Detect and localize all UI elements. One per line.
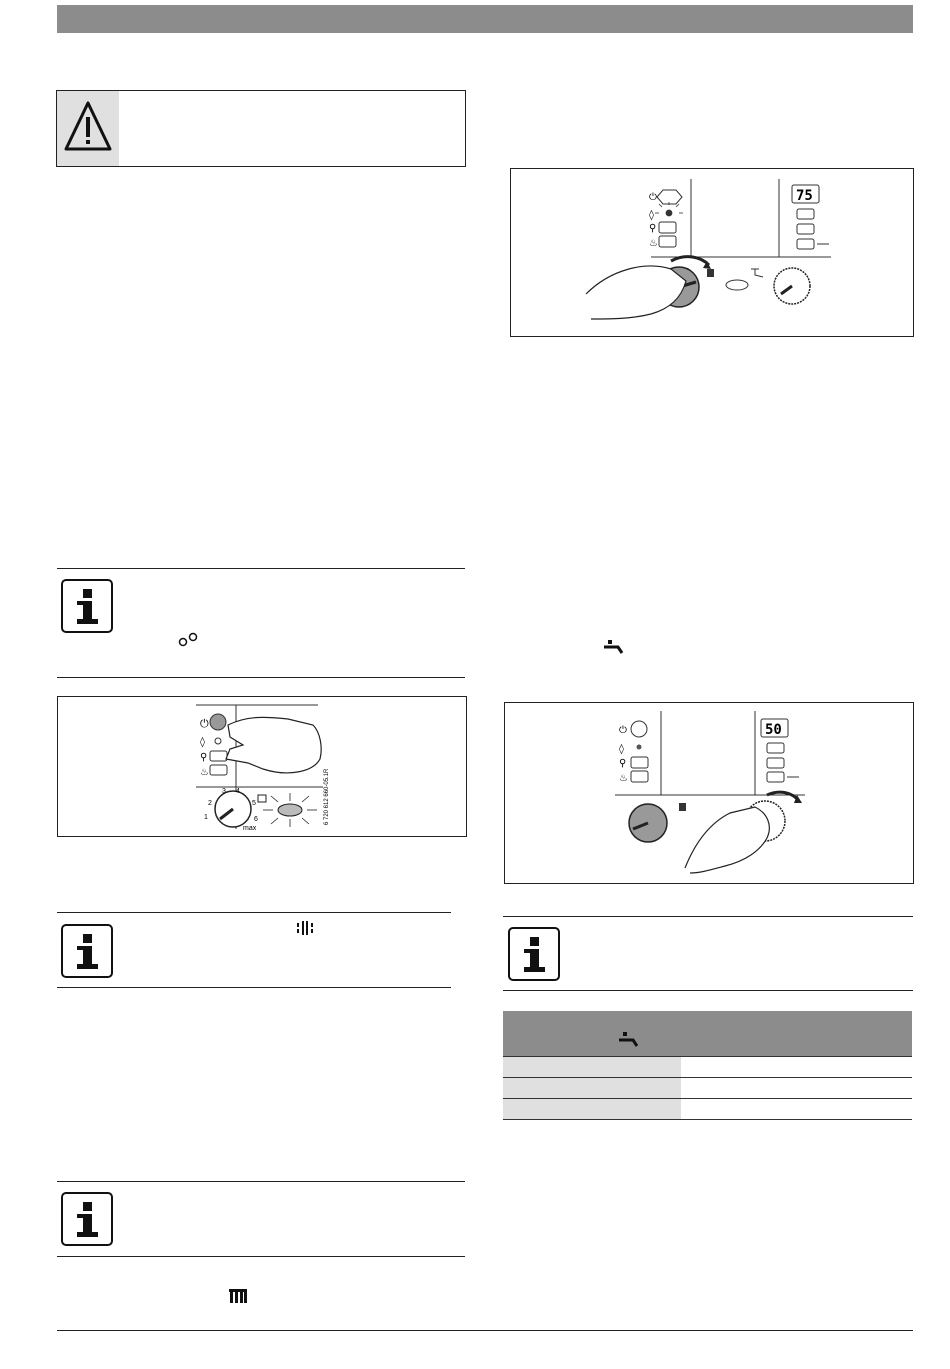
tap-icon xyxy=(503,1011,681,1051)
info-note-3-bottom-rule xyxy=(57,1256,465,1257)
svg-text:⚲: ⚲ xyxy=(649,223,657,234)
info-note-3-top-rule xyxy=(57,1181,465,1182)
drawing-number: 6 720 612 660-05.1R xyxy=(324,768,330,825)
svg-text:⚲: ⚲ xyxy=(619,758,627,769)
table-header-col2 xyxy=(681,1011,912,1057)
warning-icon-panel xyxy=(57,91,119,166)
info-icon xyxy=(508,927,560,981)
radiator-icon xyxy=(228,1287,248,1305)
svg-text:5: 5 xyxy=(252,800,256,807)
svg-text:1: 1 xyxy=(204,814,208,821)
warning-box xyxy=(56,90,466,167)
info-icon xyxy=(61,1192,113,1246)
eco-symbol-icon xyxy=(178,632,200,648)
svg-text:⚲: ⚲ xyxy=(200,752,208,763)
footer-rule xyxy=(57,1330,913,1331)
table-cell xyxy=(681,1099,912,1120)
svg-text:◊: ◊ xyxy=(200,737,205,748)
table-row xyxy=(503,1057,912,1078)
power-button-illustration xyxy=(58,697,466,836)
info-icon xyxy=(61,579,113,633)
display-value: 50 xyxy=(765,722,782,738)
blink-symbol-icon xyxy=(295,920,315,936)
info-note-1-top-rule xyxy=(57,568,465,569)
table-cell xyxy=(503,1099,681,1120)
table-row xyxy=(503,1099,912,1120)
table-header-tap xyxy=(503,1011,681,1057)
svg-text:◊: ◊ xyxy=(619,744,624,755)
table-cell xyxy=(681,1057,912,1078)
svg-text:♨: ♨ xyxy=(619,773,628,784)
info-icon xyxy=(61,924,113,978)
warning-triangle-icon xyxy=(57,91,119,166)
table-row xyxy=(503,1078,912,1099)
svg-text:⏻: ⏻ xyxy=(619,725,627,736)
info-note-2-bottom-rule xyxy=(57,987,451,988)
info-note-2-top-rule xyxy=(57,912,451,913)
svg-text:2: 2 xyxy=(208,800,212,807)
tap-icon xyxy=(602,639,626,657)
svg-text:6: 6 xyxy=(254,816,258,823)
figure-power-button xyxy=(57,696,467,837)
info-note-4-top-rule xyxy=(503,916,913,917)
svg-text:3: 3 xyxy=(222,788,226,795)
dhw-dial-illustration xyxy=(505,703,913,883)
svg-text:⏻: ⏻ xyxy=(649,192,657,203)
dhw-settings-table xyxy=(503,1011,912,1120)
table-cell xyxy=(681,1078,912,1099)
display-value: 75 xyxy=(796,188,813,204)
table-header-row xyxy=(503,1011,912,1057)
svg-text:♨: ♨ xyxy=(649,238,658,249)
info-note-1-bottom-rule xyxy=(57,677,465,678)
table-cell xyxy=(503,1057,681,1078)
svg-text:⏻: ⏻ xyxy=(200,717,209,730)
header-bar xyxy=(57,5,913,33)
svg-text:♨: ♨ xyxy=(200,767,209,778)
heating-dial-illustration xyxy=(511,169,913,336)
figure-heating-temperature xyxy=(510,168,914,337)
svg-text:max: max xyxy=(243,825,257,832)
info-note-4-bottom-rule xyxy=(503,990,913,991)
svg-text:4: 4 xyxy=(236,788,240,795)
svg-text:◊: ◊ xyxy=(649,210,654,221)
figure-dhw-temperature xyxy=(504,702,914,884)
table-cell xyxy=(503,1078,681,1099)
